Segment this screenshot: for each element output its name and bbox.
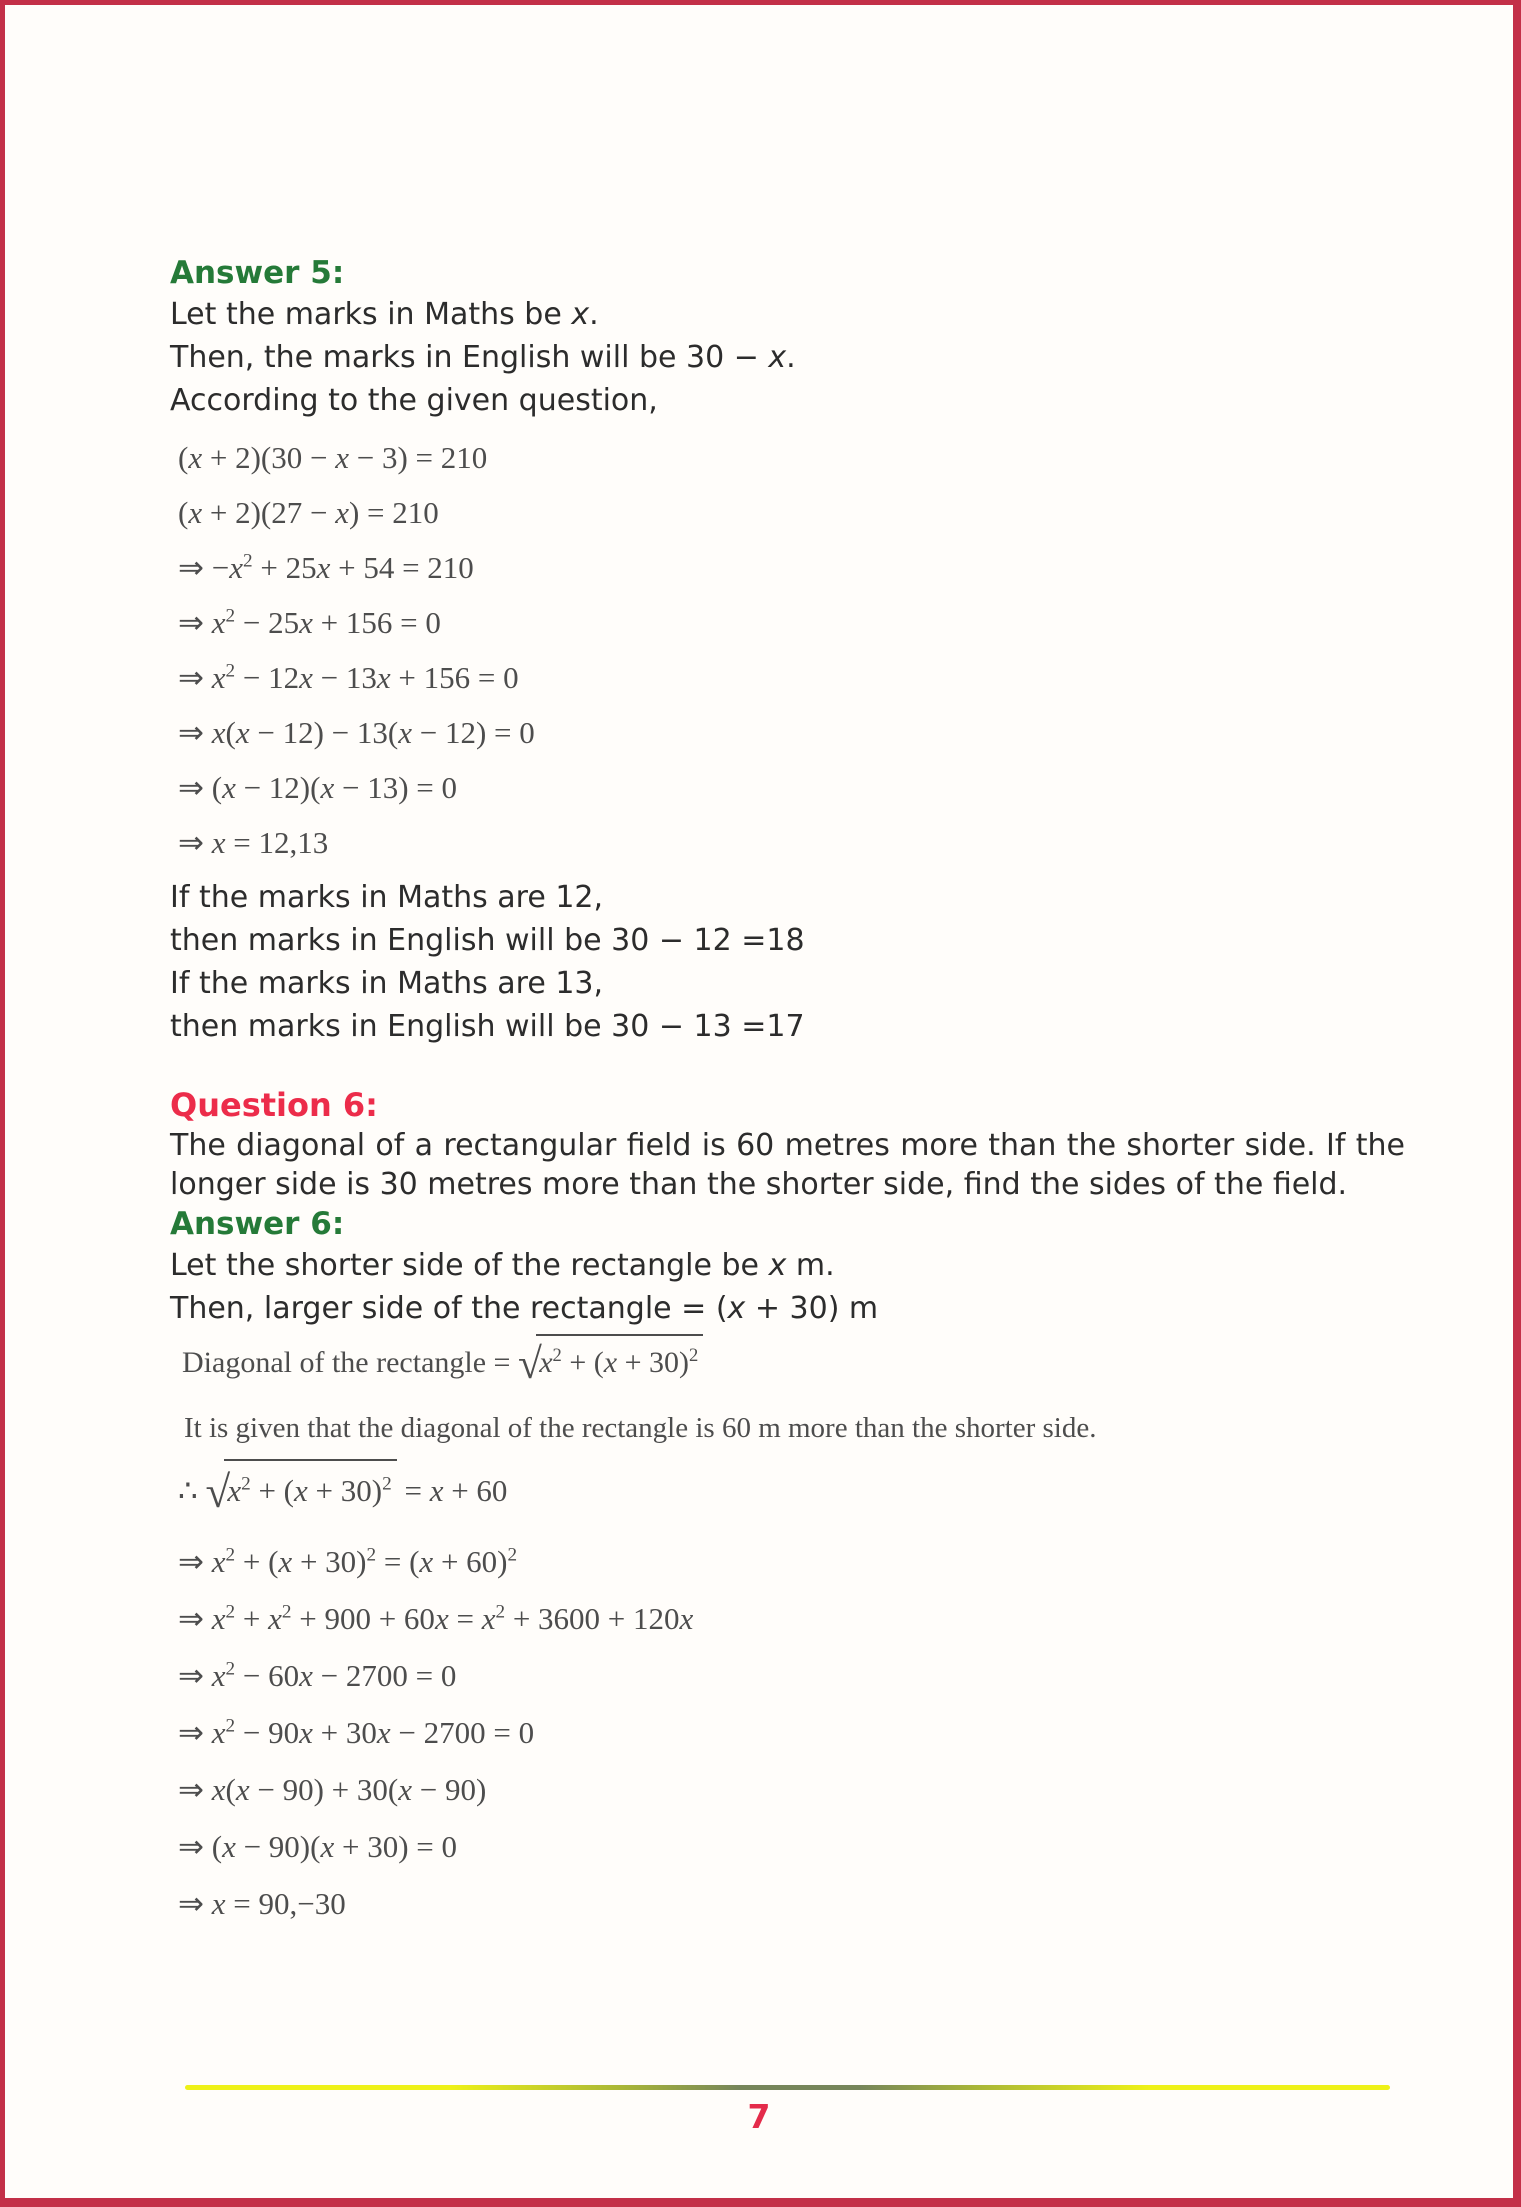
equation-line: ⇒ $x^2 - 12x - 13x + 156 = 0$ bbox=[178, 660, 519, 695]
text-line: According to the given question, bbox=[170, 383, 658, 418]
equation-line: (x + 2)(27 − x) = 210 bbox=[178, 495, 439, 530]
diagonal-formula-line: Diagonal of the rectangle = √ $x^2 + (x + 30)^2$ bbox=[182, 1334, 1405, 1389]
equation-line: ⇒ x(x − 12) − 13(x − 12) = 0 bbox=[178, 715, 535, 750]
equation-line: ⇒ x(x − 90) + 30(x − 90) bbox=[178, 1772, 487, 1807]
equation-line: ⇒ $x^2 - 90x + 30x - 2700 = 0$ bbox=[178, 1715, 535, 1750]
text-line: then marks in English will be 30 − 13 =17 bbox=[170, 1009, 805, 1044]
text-line: If the marks in Maths are 12, bbox=[170, 880, 604, 915]
text-line: then marks in English will be 30 − 12 =18 bbox=[170, 923, 805, 958]
text-line: Then, the marks in English will be 30 − x. bbox=[170, 340, 796, 375]
text-line: Then, larger side of the rectangle = (x + 30) m bbox=[170, 1291, 879, 1326]
equation-line: ⇒ x = 12,13 bbox=[178, 825, 329, 860]
answer6-heading: Answer 6: bbox=[170, 1206, 345, 1242]
answer5-results bbox=[170, 876, 1405, 1048]
equation-line: ∴ √ $x^2 + (x + 30)^2 = x + 60$ bbox=[178, 1453, 1405, 1533]
question6-heading: Question 6: bbox=[170, 1086, 378, 1124]
answer6-equation-block bbox=[178, 1453, 1405, 1932]
footer-divider-rule bbox=[185, 2085, 1390, 2090]
equation-line: ⇒ x = 90,−30 bbox=[178, 1886, 346, 1921]
equation-line: ⇒ $x^2 - 25x + 156 = 0$ bbox=[178, 605, 441, 640]
equation-line: ⇒ $x^2 + x^2 + 900 + 60x = x^2 + 3600 + 120x$ bbox=[178, 1601, 694, 1636]
answer5-heading: Answer 5: bbox=[170, 255, 345, 291]
equation-line: ⇒ (x − 90)(x + 30) = 0 bbox=[178, 1829, 458, 1864]
question6-body: The diagonal of a rectangular field is 60 metres more than the shorter side. If the longer side is 30 metres more than the shorter side, find the sides of the field. bbox=[170, 1128, 1405, 1202]
text-line: If the marks in Maths are 13, bbox=[170, 966, 604, 1001]
equation-line: (x + 2)(30 − x − 3) = 210 bbox=[178, 440, 488, 475]
equation-line: ⇒ $-x^2 + 25x + 54 = 210$ bbox=[178, 550, 474, 585]
equation-line: ⇒ $x^2 + (x + 30)^2 = (x + 60)^2$ bbox=[178, 1544, 518, 1579]
answer5-equation-block bbox=[178, 430, 1405, 870]
equation-line: ⇒ $x^2 - 60x - 2700 = 0$ bbox=[178, 1658, 457, 1693]
equation-line: ⇒ (x − 12)(x − 13) = 0 bbox=[178, 770, 458, 805]
page-content bbox=[5, 5, 1513, 1932]
text-line: Let the shorter side of the rectangle be x m. bbox=[170, 1248, 835, 1283]
given-statement-line: It is given that the diagonal of the rectangle is 60 m more than the shorter side. bbox=[184, 1412, 1097, 1444]
text-line: Let the marks in Maths be x. bbox=[170, 297, 599, 332]
page-number: 7 bbox=[747, 2097, 771, 2136]
